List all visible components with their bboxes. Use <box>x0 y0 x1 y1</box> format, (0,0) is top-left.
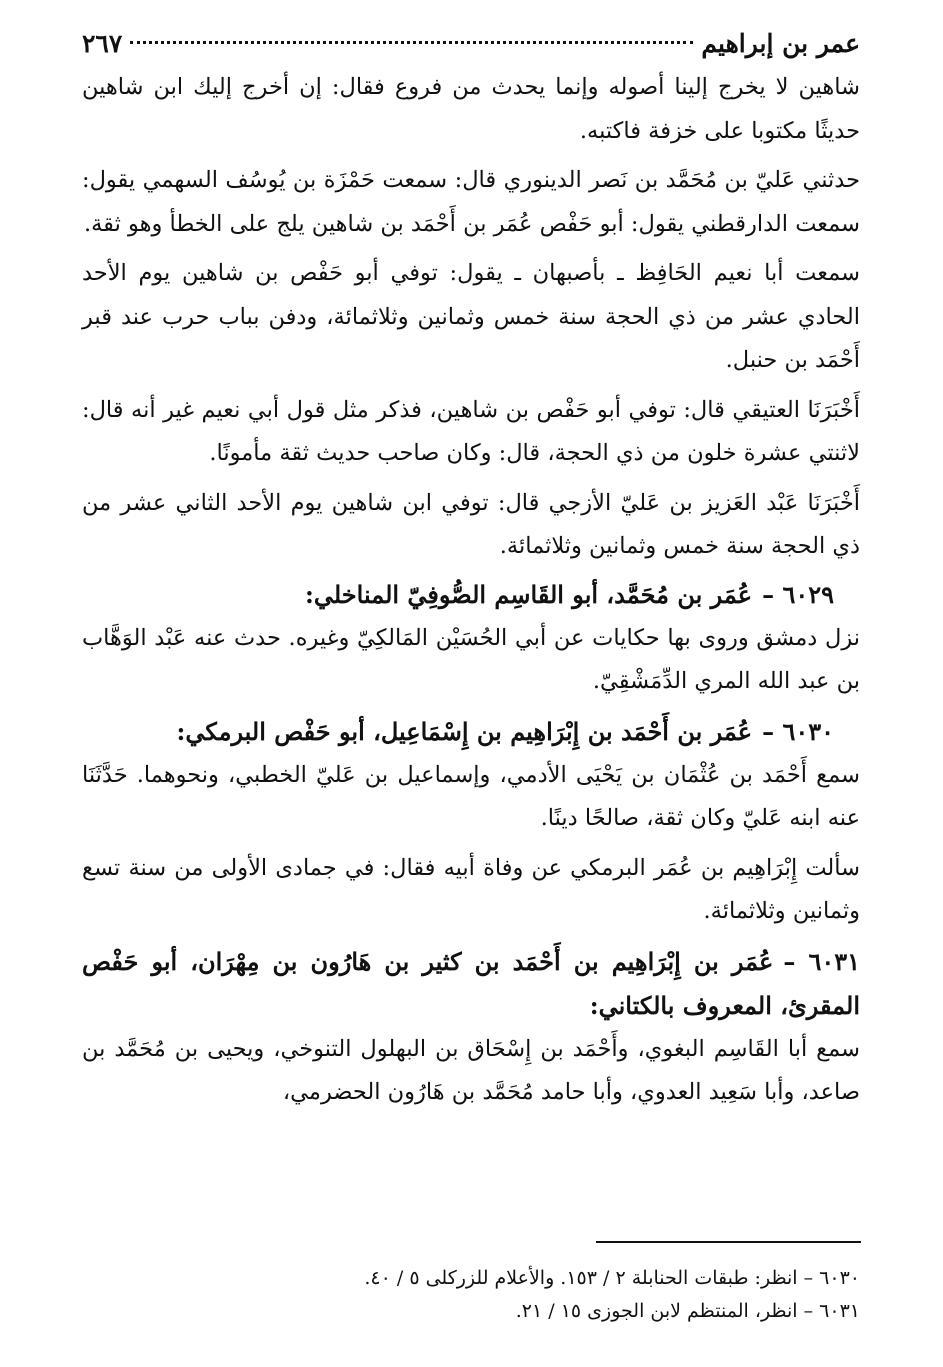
paragraph-3: سمعت أبا نعيم الحَافِظ ـ بأصبهان ـ يقول: توفي أبو حَفْص بن شاهين يوم الأحد الحادي عشر من ذي الحجة سنة خمس وثمانين وثلاثمائة، ودفن بباب حرب عند قبر أَحْمَد بن حنبل. <box>82 260 860 373</box>
footnotes <box>300 1262 860 1328</box>
entry-number-6029: ٦٠٢٩ – <box>762 579 834 609</box>
entry-heading-6031 <box>82 940 860 1028</box>
entry-heading-6030 <box>82 710 860 754</box>
paragraph-6: نزل دمشق وروى بها حكايات عن أبي الحُسَيْن المَالكِيّ وغيره. حدث عنه عَبْد الوَهَّاب بن عبد الله المري الدِّمَشْقِيّ. <box>82 624 860 694</box>
page-number: ٢٦٧ <box>82 29 123 58</box>
paragraph-1: شاهين لا يخرج إلينا أصوله وإنما يحدث من فروع فقال: إن أخرج إليك ابن شاهين حديثًا مكتوبا على خزفة فاكتبه. <box>82 74 860 144</box>
header-title: عمر بن إبراهيم <box>701 29 860 58</box>
paragraph-8: سألت إِبْرَاهِيم بن عُمَر البرمكي عن وفاة أبيه فقال: في جمادى الأولى من سنة تسع وثمانين وثلاثمائة. <box>82 854 860 924</box>
entry-title-6031: عُمَر بن إِبْرَاهِيم بن أَحْمَد بن كثير بن هَارُون بن مِهْرَان، أبو حَفْص المقرئ، المعروف بالكتاني: <box>82 946 860 1020</box>
paragraph-7: سمع أَحْمَد بن عُثْمَان بن يَحْيَى الأدمي، وإسماعيل بن عَليّ الخطبي، ونحوهما. حَدَّثَنَا عنه ابنه عَليّ وكان ثقة، صالحًا دينًا. <box>82 761 860 831</box>
paragraph-5: أَخْبَرَنَا عَبْد العَزيز بن عَليّ الأزجي قال: توفي ابن شاهين يوم الأحد الثاني عشر من ذي الحجة سنة خمس وثمانين وثلاثمائة. <box>82 489 860 559</box>
footnote-6030: ٦٠٣٠ – انظر: طبقات الحنابلة ٢ / ١٥٣. والأعلام للزركلى ٥ / ٤٠. <box>364 1267 860 1289</box>
running-header <box>82 22 860 66</box>
page-text-block <box>82 22 860 1115</box>
entry-title-6030: عُمَر بن أَحْمَد بن إِبْرَاهِيم بن إِسْمَاعِيل، أبو حَفْص البرمكي: <box>176 716 753 746</box>
paragraph-9: سمع أبا القَاسِم البغوي، وأَحْمَد بن إِسْحَاق بن البهلول التنوخي، ويحيى بن مُحَمَّد بن صاعد، وأبا سَعِيد العدوي، وأبا حامد مُحَمَّد بن هَارُون الحضرمي، <box>82 1035 860 1105</box>
entry-heading-6029 <box>82 573 860 617</box>
paragraph-4: أَخْبَرَنَا العتيقي قال: توفي أبو حَفْص بن شاهين، فذكر مثل قول أبي نعيم غير أنه قال: لاثنتي عشرة خلون من ذي الحجة، قال: وكان صاحب حديث ثقة مأمونًا. <box>82 396 860 466</box>
entry-number-6030: ٦٠٣٠ – <box>762 716 834 746</box>
entry-number-6031: ٦٠٣١ – <box>783 946 860 976</box>
footnote-6031: ٦٠٣١ – انظر، المنتظم لابن الجوزى ١٥ / ٢١. <box>515 1300 860 1322</box>
footnote-separator <box>596 1241 861 1243</box>
entry-title-6029: عُمَر بن مُحَمَّد، أبو القَاسِم الصُّوفِيّ المناخلي: <box>305 579 753 609</box>
header-leader-dots <box>130 41 693 44</box>
paragraph-2: حدثني عَليّ بن مُحَمَّد بن نَصر الدينوري قال: سمعت حَمْزَة بن يُوسُف السهمي يقول: سمعت الدارقطني يقول: أبو حَفْص عُمَر بن أَحْمَد بن شاهين يلج على الخطأ وهو ثقة. <box>82 167 860 237</box>
